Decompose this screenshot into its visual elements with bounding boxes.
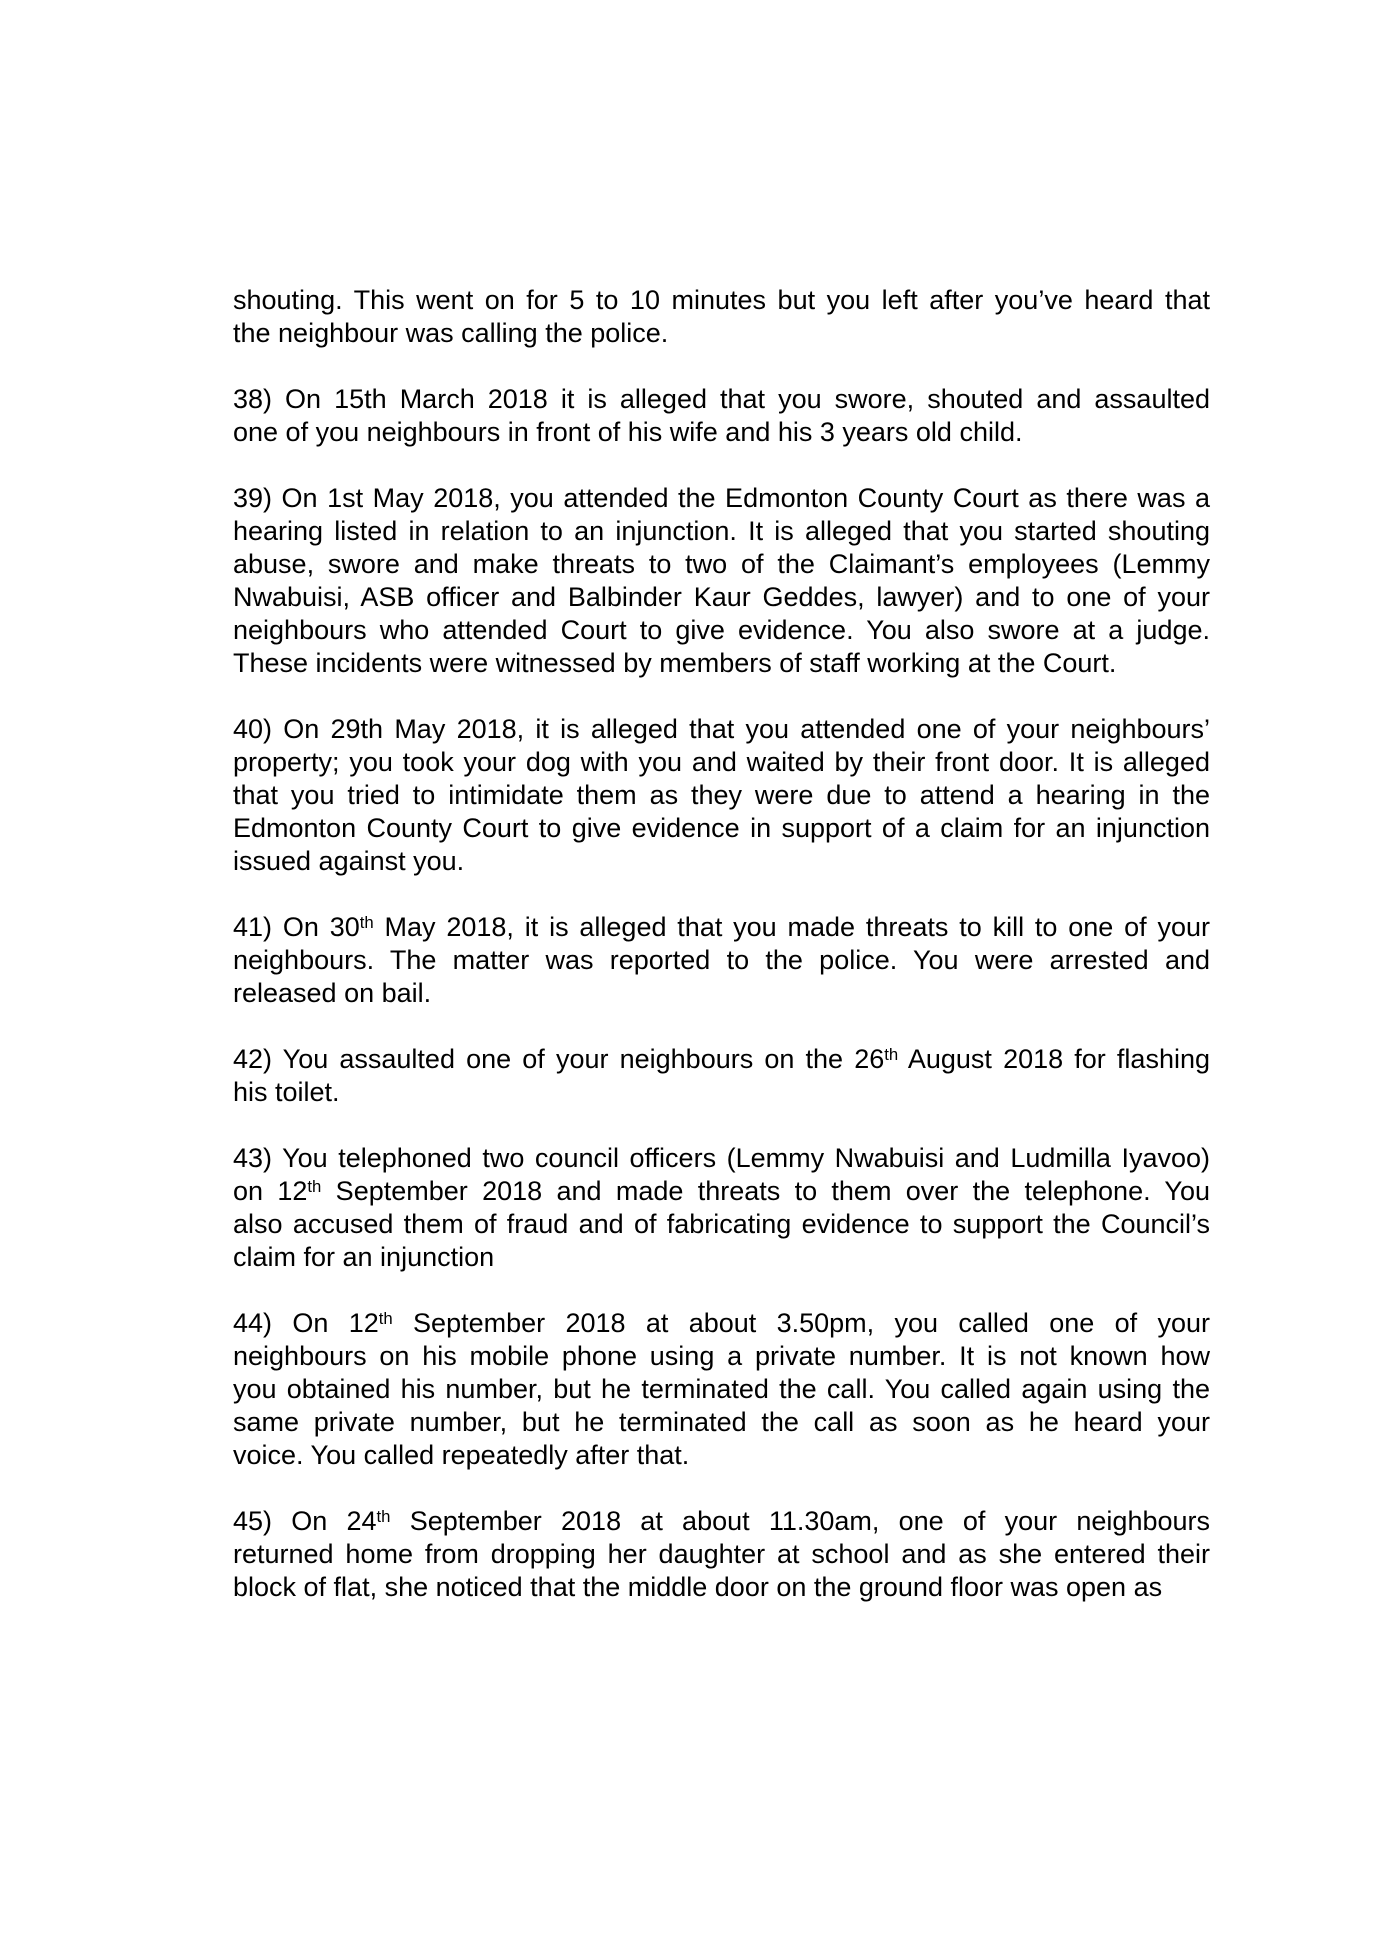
paragraph (233, 713, 1210, 878)
text-line: returned home from dropping her daughter at school and as she entered their (233, 1539, 1210, 1569)
ordinal-superscript: th (884, 1044, 899, 1064)
text-line: Nwabuisi, ASB officer and Balbinder Kaur Geddes, lawyer) and to one of your (233, 582, 1210, 612)
text-line: one of you neighbours in front of his wife and his 3 years old child. (233, 417, 1023, 447)
paragraph (233, 1142, 1210, 1274)
paragraph (233, 383, 1210, 449)
document-text (233, 284, 1210, 1604)
text-line: his toilet. (233, 1077, 340, 1107)
text-line: 43) You telephoned two council officers (Lemmy Nwabuisi and Ludmilla Iyavoo) (233, 1143, 1210, 1173)
text-line: Edmonton County Court to give evidence in support of a claim for an injunction (233, 813, 1210, 843)
text-line: 40) On 29th May 2018, it is alleged that you attended one of your neighbours’ (233, 714, 1210, 744)
text-line: 39) On 1st May 2018, you attended the Edmonton County Court as there was a (233, 483, 1210, 513)
text-line: that you tried to intimidate them as they were due to attend a hearing in the (233, 780, 1210, 810)
paragraph (233, 284, 1210, 350)
text-line: on 12th September 2018 and made threats to them over the telephone. You (233, 1176, 1210, 1206)
text-line: shouting. This went on for 5 to 10 minutes but you left after you’ve heard that (233, 285, 1210, 315)
ordinal-superscript: th (359, 912, 374, 932)
text-line: 38) On 15th March 2018 it is alleged that you swore, shouted and assaulted (233, 384, 1210, 414)
text-line: voice. You called repeatedly after that. (233, 1440, 690, 1470)
text-line: These incidents were witnessed by members of staff working at the Court. (233, 648, 1117, 678)
text-line: neighbours on his mobile phone using a private number. It is not known how (233, 1341, 1210, 1371)
text-line: also accused them of fraud and of fabricating evidence to support the Council’s (233, 1209, 1210, 1239)
text-line: neighbours who attended Court to give evidence. You also swore at a judge. (233, 615, 1210, 645)
text-line: hearing listed in relation to an injunction. It is alleged that you started shouting (233, 516, 1210, 546)
text-line: block of flat, she noticed that the middle door on the ground floor was open as (233, 1572, 1163, 1602)
text-line: same private number, but he terminated the call as soon as he heard your (233, 1407, 1210, 1437)
text-line: 41) On 30th May 2018, it is alleged that you made threats to kill to one of your (233, 912, 1210, 942)
text-line: issued against you. (233, 846, 465, 876)
paragraph (233, 1307, 1210, 1472)
text-line: 44) On 12th September 2018 at about 3.50pm, you called one of your (233, 1308, 1211, 1338)
ordinal-superscript: th (307, 1176, 322, 1196)
text-line: abuse, swore and make threats to two of the Claimant’s employees (Lemmy (233, 549, 1210, 579)
paragraph (233, 1505, 1210, 1604)
text-line: property; you took your dog with you and waited by their front door. It is alleged (233, 747, 1210, 777)
paragraph (233, 911, 1210, 1010)
text-line: 42) You assaulted one of your neighbours on the 26th August 2018 for flashing (233, 1044, 1210, 1074)
paragraph (233, 482, 1210, 680)
ordinal-superscript: th (378, 1308, 393, 1328)
text-line: released on bail. (233, 978, 432, 1008)
text-line: the neighbour was calling the police. (233, 318, 669, 348)
ordinal-superscript: th (376, 1506, 391, 1526)
text-line: claim for an injunction (233, 1242, 495, 1272)
text-line: you obtained his number, but he terminated the call. You called again using the (233, 1374, 1210, 1404)
text-line: neighbours. The matter was reported to the police. You were arrested and (233, 945, 1210, 975)
text-line: 45) On 24th September 2018 at about 11.30am, one of your neighbours (233, 1506, 1211, 1536)
paragraph (233, 1043, 1210, 1109)
